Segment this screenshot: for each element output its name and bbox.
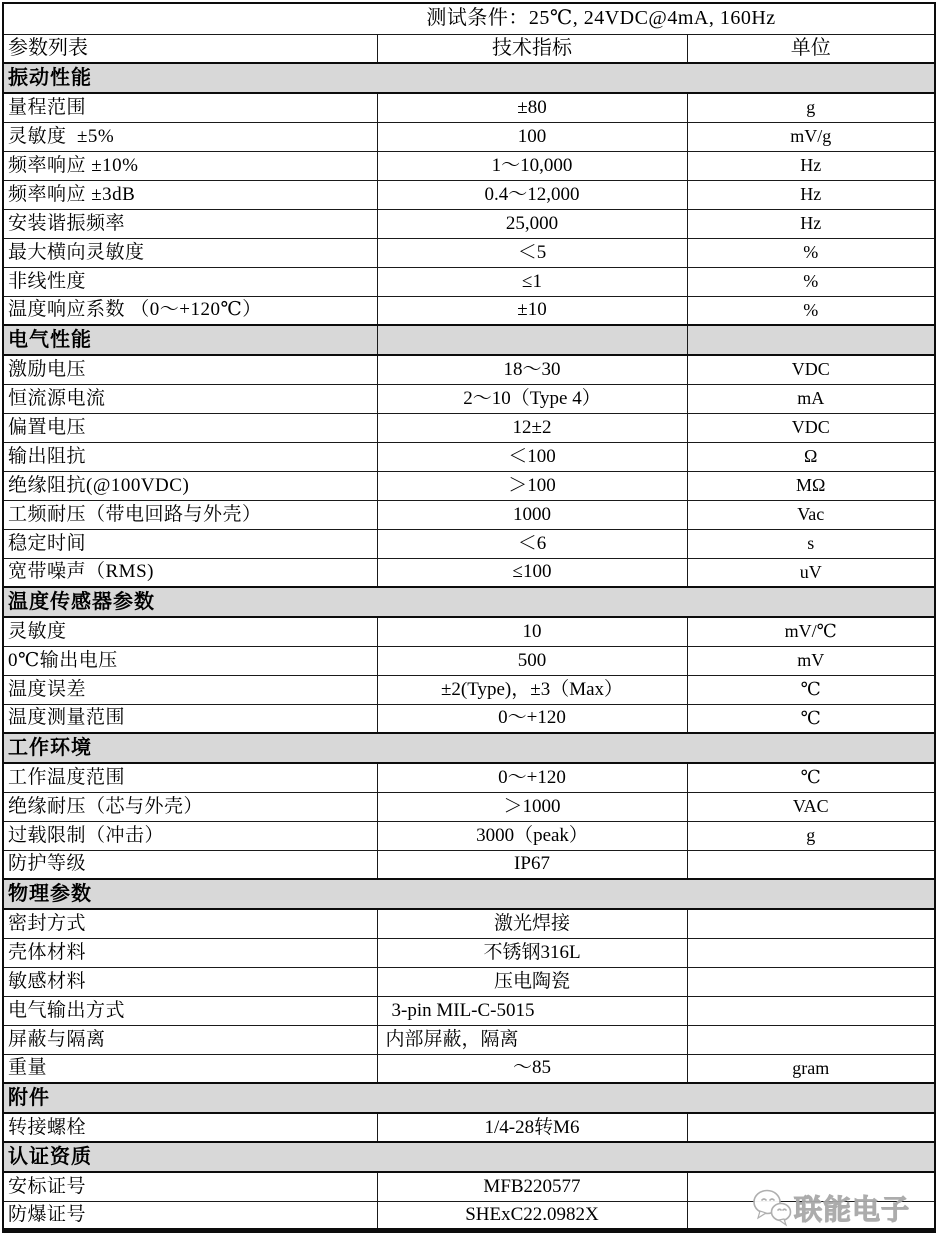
param-cell: 防爆证号 bbox=[3, 1201, 377, 1230]
table-row bbox=[3, 1201, 935, 1230]
param-cell: 量程范围 bbox=[3, 93, 377, 122]
value-cell: 不锈钢316L bbox=[377, 938, 687, 967]
unit-cell: VDC bbox=[687, 355, 935, 384]
param-cell: 工频耐压（带电回路与外壳） bbox=[3, 500, 377, 529]
param-cell: 安标证号 bbox=[3, 1172, 377, 1201]
table-row bbox=[3, 617, 935, 646]
section-row bbox=[3, 879, 935, 909]
column-header-spec: 技术指标 bbox=[377, 34, 687, 63]
table-row bbox=[3, 1054, 935, 1083]
param-cell: 绝缘耐压（芯与外壳） bbox=[3, 792, 377, 821]
param-cell: 0℃输出电压 bbox=[3, 646, 377, 675]
table-row bbox=[3, 558, 935, 587]
unit-cell bbox=[687, 1201, 935, 1230]
spec-table-body bbox=[3, 3, 935, 1230]
section-row bbox=[3, 587, 935, 617]
unit-cell bbox=[687, 850, 935, 879]
value-cell: ＞100 bbox=[377, 471, 687, 500]
table-row bbox=[3, 938, 935, 967]
value-cell: 1/4-28转M6 bbox=[377, 1113, 687, 1142]
value-cell: 2～10（Type 4） bbox=[377, 384, 687, 413]
section-filler-cell bbox=[377, 325, 687, 355]
param-cell: 密封方式 bbox=[3, 909, 377, 938]
value-cell: IP67 bbox=[377, 850, 687, 879]
value-cell: 压电陶瓷 bbox=[377, 967, 687, 996]
unit-cell: mA bbox=[687, 384, 935, 413]
table-row bbox=[3, 704, 935, 733]
table-row bbox=[3, 646, 935, 675]
param-cell: 频率响应 ±10% bbox=[3, 151, 377, 180]
value-cell: 12±2 bbox=[377, 413, 687, 442]
param-cell: 过载限制（冲击） bbox=[3, 821, 377, 850]
table-row bbox=[3, 675, 935, 704]
param-cell: 恒流源电流 bbox=[3, 384, 377, 413]
unit-cell bbox=[687, 1172, 935, 1201]
unit-cell: ℃ bbox=[687, 675, 935, 704]
unit-cell: VAC bbox=[687, 792, 935, 821]
table-row bbox=[3, 267, 935, 296]
unit-cell: Vac bbox=[687, 500, 935, 529]
column-header-unit: 单位 bbox=[687, 34, 935, 63]
value-cell: 激光焊接 bbox=[377, 909, 687, 938]
param-cell: 敏感材料 bbox=[3, 967, 377, 996]
section-title: 工作环境 bbox=[3, 733, 935, 763]
table-row bbox=[3, 1113, 935, 1142]
value-cell: ≤1 bbox=[377, 267, 687, 296]
param-cell: 宽带噪声（RMS) bbox=[3, 558, 377, 587]
value-cell: 0～+120 bbox=[377, 704, 687, 733]
table-row bbox=[3, 529, 935, 558]
unit-cell: gram bbox=[687, 1054, 935, 1083]
value-cell: ±2(Type)，±3（Max） bbox=[377, 675, 687, 704]
table-row bbox=[3, 238, 935, 267]
unit-cell bbox=[687, 909, 935, 938]
section-filler-cell bbox=[687, 325, 935, 355]
unit-cell: ℃ bbox=[687, 763, 935, 792]
unit-cell: g bbox=[687, 93, 935, 122]
unit-cell: MΩ bbox=[687, 471, 935, 500]
unit-cell bbox=[687, 1113, 935, 1142]
value-cell: 0～+120 bbox=[377, 763, 687, 792]
table-row bbox=[3, 1025, 935, 1054]
param-cell: 温度测量范围 bbox=[3, 704, 377, 733]
section-row bbox=[3, 63, 935, 93]
unit-cell: Hz bbox=[687, 151, 935, 180]
value-cell: 10 bbox=[377, 617, 687, 646]
table-row bbox=[3, 967, 935, 996]
param-cell: 电气输出方式 bbox=[3, 996, 377, 1025]
param-cell: 安装谐振频率 bbox=[3, 209, 377, 238]
table-row bbox=[3, 413, 935, 442]
table-row bbox=[3, 355, 935, 384]
section-row bbox=[3, 1142, 935, 1172]
param-cell: 输出阻抗 bbox=[3, 442, 377, 471]
unit-cell bbox=[687, 938, 935, 967]
value-cell: MFB220577 bbox=[377, 1172, 687, 1201]
value-cell: 18～30 bbox=[377, 355, 687, 384]
param-cell: 防护等级 bbox=[3, 850, 377, 879]
column-header-parameter: 参数列表 bbox=[3, 34, 377, 63]
param-cell: 稳定时间 bbox=[3, 529, 377, 558]
value-cell: 1000 bbox=[377, 500, 687, 529]
param-cell: 灵敏度 ±5% bbox=[3, 122, 377, 151]
test-conditions-text: 测试条件：25℃, 24VDC@4mA, 160Hz bbox=[3, 3, 935, 34]
unit-cell: mV bbox=[687, 646, 935, 675]
table-row bbox=[3, 996, 935, 1025]
table-row bbox=[3, 180, 935, 209]
param-cell: 绝缘阻抗(@100VDC) bbox=[3, 471, 377, 500]
param-cell: 偏置电压 bbox=[3, 413, 377, 442]
table-row bbox=[3, 384, 935, 413]
value-cell: ±80 bbox=[377, 93, 687, 122]
table-row bbox=[3, 850, 935, 879]
section-title: 附件 bbox=[3, 1083, 935, 1113]
unit-cell: mV/g bbox=[687, 122, 935, 151]
unit-cell: ℃ bbox=[687, 704, 935, 733]
value-cell: ＜6 bbox=[377, 529, 687, 558]
spec-sheet bbox=[0, 2, 936, 1246]
column-header-row bbox=[3, 34, 935, 63]
value-cell: 25,000 bbox=[377, 209, 687, 238]
test-conditions-row bbox=[3, 3, 935, 34]
section-title: 电气性能 bbox=[3, 325, 377, 355]
param-cell: 非线性度 bbox=[3, 267, 377, 296]
table-row bbox=[3, 93, 935, 122]
param-cell: 最大横向灵敏度 bbox=[3, 238, 377, 267]
param-cell: 激励电压 bbox=[3, 355, 377, 384]
table-row bbox=[3, 151, 935, 180]
unit-cell: % bbox=[687, 267, 935, 296]
unit-cell: Hz bbox=[687, 209, 935, 238]
param-cell: 温度误差 bbox=[3, 675, 377, 704]
table-row bbox=[3, 792, 935, 821]
param-cell: 温度响应系数 （0～+120℃） bbox=[3, 296, 377, 325]
section-title: 温度传感器参数 bbox=[3, 587, 935, 617]
param-cell: 重量 bbox=[3, 1054, 377, 1083]
table-row bbox=[3, 1172, 935, 1201]
value-cell: 1～10,000 bbox=[377, 151, 687, 180]
table-row bbox=[3, 763, 935, 792]
unit-cell: s bbox=[687, 529, 935, 558]
param-cell: 工作温度范围 bbox=[3, 763, 377, 792]
param-cell: 壳体材料 bbox=[3, 938, 377, 967]
value-cell: ＞1000 bbox=[377, 792, 687, 821]
section-title: 物理参数 bbox=[3, 879, 935, 909]
unit-cell: Ω bbox=[687, 442, 935, 471]
value-cell: ～85 bbox=[377, 1054, 687, 1083]
param-cell: 转接螺栓 bbox=[3, 1113, 377, 1142]
unit-cell: g bbox=[687, 821, 935, 850]
table-row bbox=[3, 122, 935, 151]
unit-cell bbox=[687, 967, 935, 996]
table-row bbox=[3, 909, 935, 938]
table-row bbox=[3, 442, 935, 471]
table-row bbox=[3, 821, 935, 850]
value-cell: 0.4～12,000 bbox=[377, 180, 687, 209]
unit-cell: Hz bbox=[687, 180, 935, 209]
section-row bbox=[3, 325, 935, 355]
section-title: 认证资质 bbox=[3, 1142, 935, 1172]
section-row bbox=[3, 733, 935, 763]
table-row bbox=[3, 296, 935, 325]
value-cell: ±10 bbox=[377, 296, 687, 325]
value-cell: 内部屏蔽，隔离 bbox=[377, 1025, 687, 1054]
unit-cell: mV/℃ bbox=[687, 617, 935, 646]
param-cell: 频率响应 ±3dB bbox=[3, 180, 377, 209]
value-cell: 100 bbox=[377, 122, 687, 151]
unit-cell: VDC bbox=[687, 413, 935, 442]
value-cell: 500 bbox=[377, 646, 687, 675]
section-row bbox=[3, 1083, 935, 1113]
unit-cell: uV bbox=[687, 558, 935, 587]
value-cell: ＜100 bbox=[377, 442, 687, 471]
table-row bbox=[3, 209, 935, 238]
unit-cell: % bbox=[687, 238, 935, 267]
spec-table bbox=[2, 2, 936, 1233]
param-cell: 灵敏度 bbox=[3, 617, 377, 646]
value-cell: 3000（peak） bbox=[377, 821, 687, 850]
section-title: 振动性能 bbox=[3, 63, 935, 93]
value-cell: 3-pin MIL-C-5015 bbox=[377, 996, 687, 1025]
value-cell: SHExC22.0982X bbox=[377, 1201, 687, 1230]
table-row bbox=[3, 500, 935, 529]
watermark-text: 联能电子 bbox=[794, 1194, 911, 1225]
unit-cell: % bbox=[687, 296, 935, 325]
unit-cell bbox=[687, 1025, 935, 1054]
table-row bbox=[3, 471, 935, 500]
value-cell: ≤100 bbox=[377, 558, 687, 587]
unit-cell bbox=[687, 996, 935, 1025]
param-cell: 屏蔽与隔离 bbox=[3, 1025, 377, 1054]
value-cell: ＜5 bbox=[377, 238, 687, 267]
